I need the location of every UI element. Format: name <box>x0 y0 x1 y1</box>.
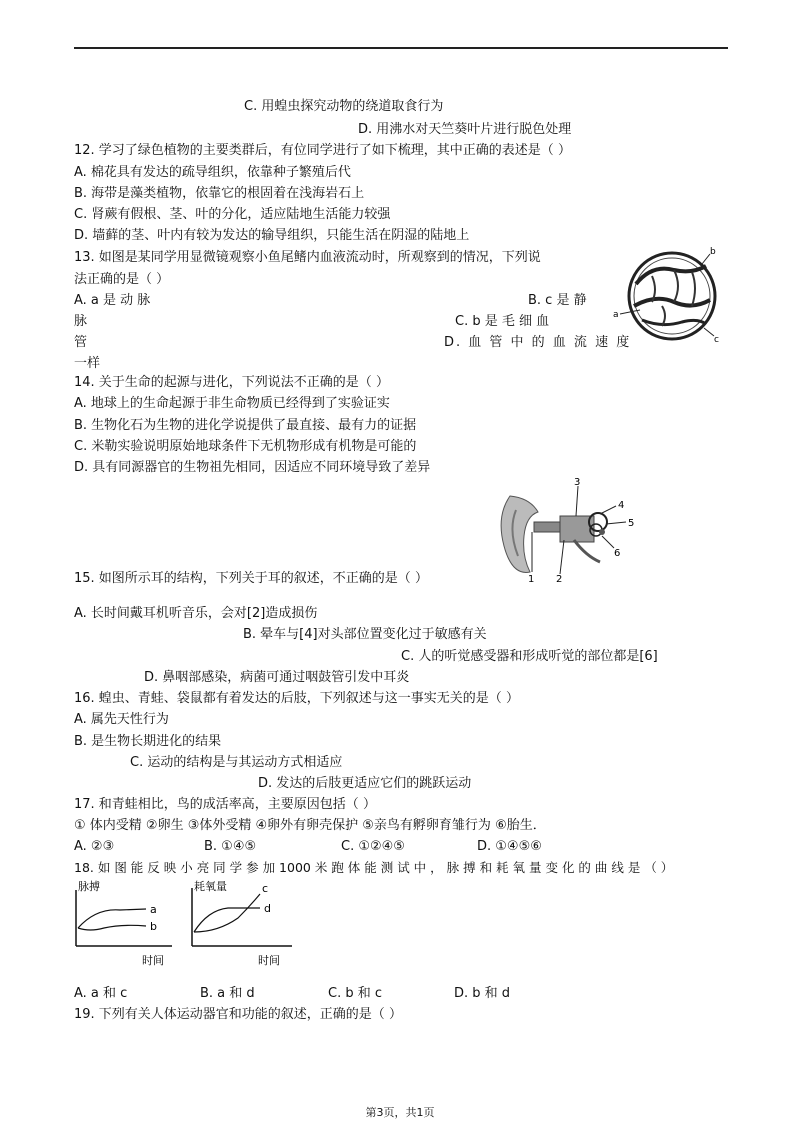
page-footer: 第3页，共1页 <box>365 1106 435 1119</box>
fig-label-c: c <box>714 335 719 345</box>
ear-label-1: 1 <box>528 574 535 585</box>
q17-stem: 17. 和青蛙相比，鸟的成活率高，主要原因包括（ ） <box>74 797 376 812</box>
pulse-chart <box>72 880 176 970</box>
q18-option-b: B. a 和 d <box>200 986 255 1001</box>
q14-option-d: D. 具有同源器官的生物祖先相同，因适应不同环境导致了差异 <box>74 460 431 475</box>
q19-stem: 19. 下列有关人体运动器官和功能的叙述，正确的是（ ） <box>74 1007 402 1022</box>
header-rule <box>74 47 728 49</box>
q16-option-b: B. 是生物长期进化的结果 <box>74 734 222 749</box>
q17-option-c: C. ①②④⑤ <box>341 839 405 854</box>
oxygen-chart <box>188 878 298 970</box>
q13-option-b: B. c 是 静 <box>528 293 587 308</box>
ear-label-2: 2 <box>556 574 563 585</box>
q18-option-c: C. b 和 c <box>328 986 383 1001</box>
q17-items: ① 体内受精 ②卵生 ③体外受精 ④卵外有卵壳保护 ⑤亲鸟有孵卵育雏行为 ⑥胎生． <box>74 818 546 833</box>
q12-option-d: D. 墙藓的茎、叶内有较为发达的输导组织，只能生活在阴湿的陆地上 <box>74 228 470 243</box>
q13-line4: 管 <box>74 335 88 350</box>
pulse-xlabel: 时间 <box>142 954 164 967</box>
q12-option-a: A. 棉花具有发达的疏导组织，依靠种子繁殖后代 <box>74 165 351 180</box>
oxygen-curve-d <box>194 908 260 932</box>
oxygen-curve-c <box>194 894 260 932</box>
q13-line5: 一样 <box>74 356 101 371</box>
q16-option-a: A. 属先天性行为 <box>74 712 169 727</box>
q14-option-b: B. 生物化石为生物的进化学说提供了最直接、最有力的证据 <box>74 418 417 433</box>
fish-tail-microscope-figure <box>612 244 730 350</box>
q17-option-b: B. ①④⑤ <box>204 839 257 854</box>
oxygen-xlabel: 时间 <box>258 954 280 967</box>
ear-label-4: 4 <box>618 500 625 511</box>
curve-label-a: a <box>150 903 157 916</box>
q14-stem: 14. 关于生命的起源与进化，下列说法不正确的是（ ） <box>74 375 389 390</box>
q13-option-d: D. 血 管 中 的 血 流 速 度 <box>444 335 632 350</box>
curve-label-c: c <box>262 882 269 895</box>
q12-option-b: B. 海带是藻类植物，依靠它的根固着在浅海岩石上 <box>74 186 365 201</box>
q17-option-a: A. ②③ <box>74 839 115 854</box>
q15-option-a: A. 长时间戴耳机听音乐，会对[2]造成损伤 <box>74 606 318 621</box>
q16-option-c: C. 运动的结构是与其运动方式相适应 <box>130 755 343 770</box>
pulse-ylabel: 脉搏 <box>78 880 100 893</box>
q13-option-a: A. a 是 动 脉 <box>74 293 151 308</box>
q12-stem: 12. 学习了绿色植物的主要类群后，有位同学进行了如下梳理，其中正确的表述是（ ） <box>74 143 571 158</box>
q14-option-a: A. 地球上的生命起源于非生命物质已经得到了实验证实 <box>74 396 390 411</box>
ear-label-3: 3 <box>574 477 581 488</box>
q15-stem: 15. 如图所示耳的结构，下列关于耳的叙述，不正确的是（ ） <box>74 571 428 586</box>
q13-stem-line1: 13. 如图是某同学用显微镜观察小鱼尾鳍内血液流动时，所观察到的情况，下列说 <box>74 250 541 265</box>
pulse-curve-b <box>78 925 146 930</box>
q18-option-a: A. a 和 c <box>74 986 128 1001</box>
curve-label-d: d <box>264 902 271 915</box>
q13-option-c: C. b 是 毛 细 血 <box>455 314 550 329</box>
curve-label-b: b <box>150 920 157 933</box>
q16-stem: 16. 蝗虫、青蛙、袋鼠都有着发达的后肢，下列叙述与这一事实无关的是（ ） <box>74 691 519 706</box>
fig-label-b: b <box>710 247 716 257</box>
q17-option-d: D. ①④⑤⑥ <box>477 839 542 854</box>
q18-stem: 18. 如 图 能 反 映 小 亮 同 学 参 加 1000 米 跑 体 能 测 试 中 ， 脉 搏 和 耗 氧 量 变 化 的 曲 线 是 （ ） <box>74 860 674 875</box>
q11-option-d: D. 用沸水对天竺葵叶片进行脱色处理 <box>358 122 572 137</box>
ear-label-5: 5 <box>628 518 635 529</box>
ear-structure-figure <box>490 476 640 586</box>
q15-option-d: D. 鼻咽部感染，病菌可通过咽鼓管引发中耳炎 <box>144 670 410 685</box>
q15-option-b: B. 晕车与[4]对头部位置变化过于敏感有关 <box>243 627 487 642</box>
q15-option-c: C. 人的听觉感受器和形成听觉的部位都是[6] <box>401 649 658 664</box>
q13-stem-line2: 法正确的是（ ） <box>74 272 170 287</box>
q16-option-d: D. 发达的后肢更适应它们的跳跃运动 <box>258 776 472 791</box>
fig-label-a: a <box>613 310 619 320</box>
q14-option-c: C. 米勒实验说明原始地球条件下无机物形成有机物是可能的 <box>74 439 417 454</box>
q12-option-c: C. 肾蕨有假根、茎、叶的分化，适应陆地生活能力较强 <box>74 207 391 222</box>
q11-option-c: C. 用蝗虫探究动物的绕道取食行为 <box>244 99 444 114</box>
oxygen-ylabel: 耗氧量 <box>194 880 227 893</box>
q18-option-d: D. b 和 d <box>454 986 511 1001</box>
ear-label-6: 6 <box>614 548 621 559</box>
q13-line3: 脉 <box>74 314 88 329</box>
